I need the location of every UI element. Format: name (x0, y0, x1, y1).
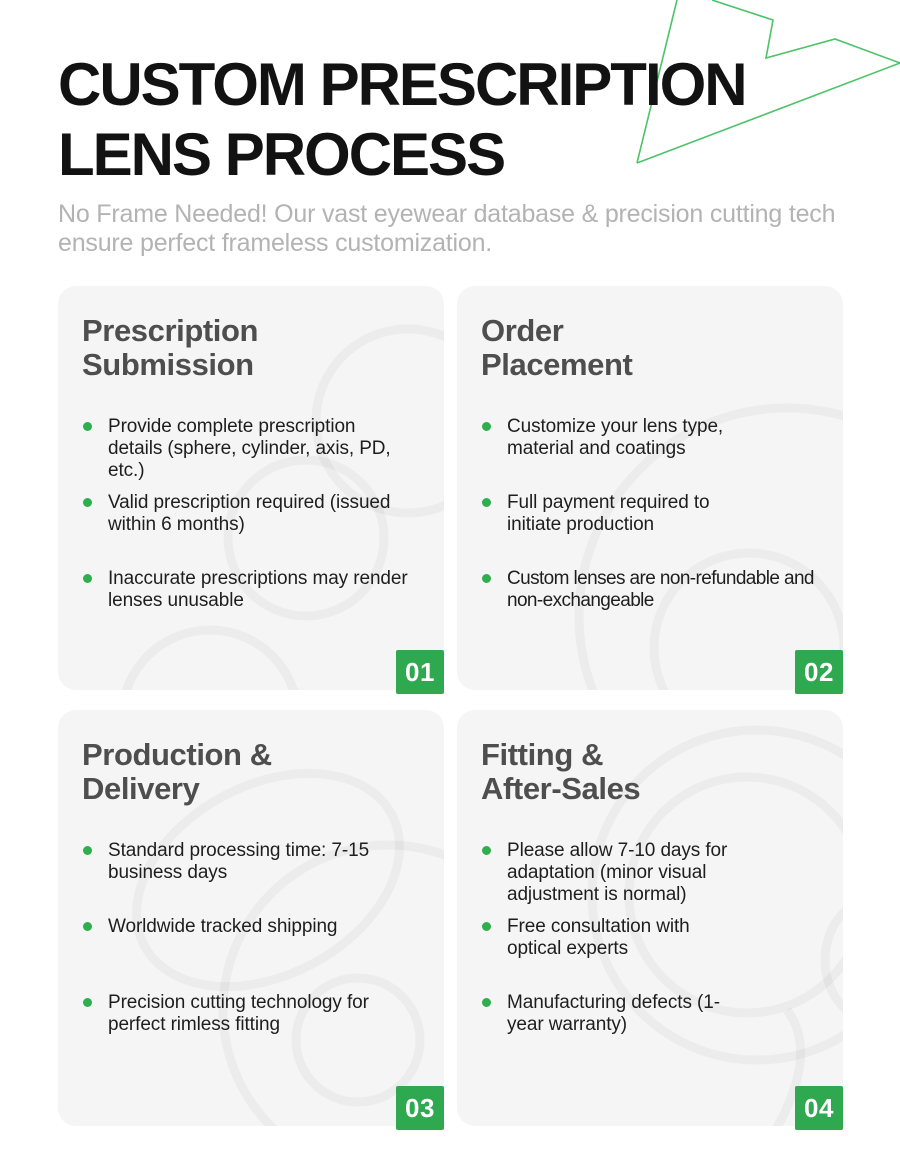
card-production-delivery (58, 710, 444, 1126)
header (0, 0, 900, 258)
process-cards-grid (58, 286, 842, 1126)
step-number-badge: 04 (795, 1086, 843, 1130)
step-number-badge: 01 (396, 650, 444, 694)
bullet-item: Manufacturing defects (1-year warranty) (481, 992, 747, 1068)
card-title-line2: After-Sales (481, 771, 641, 806)
card-title-line2: Placement (481, 347, 633, 382)
bullet-item: Standard processing time: 7-15 business days (82, 840, 378, 916)
bullet-item: Free consultation with optical experts (481, 916, 747, 992)
bullet-item: Valid prescription required (issued within 6 months) (82, 492, 413, 568)
bullet-list (481, 416, 821, 644)
card-prescription-submission (58, 286, 444, 690)
card-order-placement (457, 286, 843, 690)
card-title-line1: Production & (82, 737, 272, 772)
page-title-line1: CUSTOM PRESCRIPTION (58, 51, 746, 118)
card-title-line1: Order (481, 313, 564, 348)
step-number-badge: 02 (795, 650, 843, 694)
bullet-list (82, 840, 422, 1068)
bullet-item: Custom lenses are non-refundable and non-exchangeable (481, 568, 815, 644)
card-fitting-after-sales (457, 710, 843, 1126)
page-title (58, 50, 842, 190)
bullet-list (82, 416, 422, 644)
card-title (481, 738, 821, 806)
card-title (82, 738, 422, 806)
card-title (481, 314, 821, 382)
bullet-item: Precision cutting technology for perfect rimless fitting (82, 992, 393, 1068)
bullet-item: Customize your lens type, material and coatings (481, 416, 757, 492)
step-number-badge: 03 (396, 1086, 444, 1130)
card-title (82, 314, 422, 382)
bullet-item: Worldwide tracked shipping (82, 916, 413, 992)
bullet-item: Full payment required to initiate production (481, 492, 757, 568)
page-title-line2: LENS PROCESS (58, 121, 505, 188)
bullet-item: Please allow 7-10 days for adaptation (minor visual adjustment is normal) (481, 840, 777, 916)
card-title-line1: Fitting & (481, 737, 604, 772)
bullet-item: Inaccurate prescriptions may render lenses unusable (82, 568, 413, 644)
card-title-line1: Prescription (82, 313, 259, 348)
card-title-line2: Submission (82, 347, 254, 382)
bullet-list (481, 840, 821, 1068)
page-subtitle: No Frame Needed! Our vast eyewear database & precision cutting tech ensure perfect frameless customization. (58, 200, 836, 257)
bullet-item: Provide complete prescription details (sphere, cylinder, axis, PD, etc.) (82, 416, 413, 492)
card-title-line2: Delivery (82, 771, 200, 806)
